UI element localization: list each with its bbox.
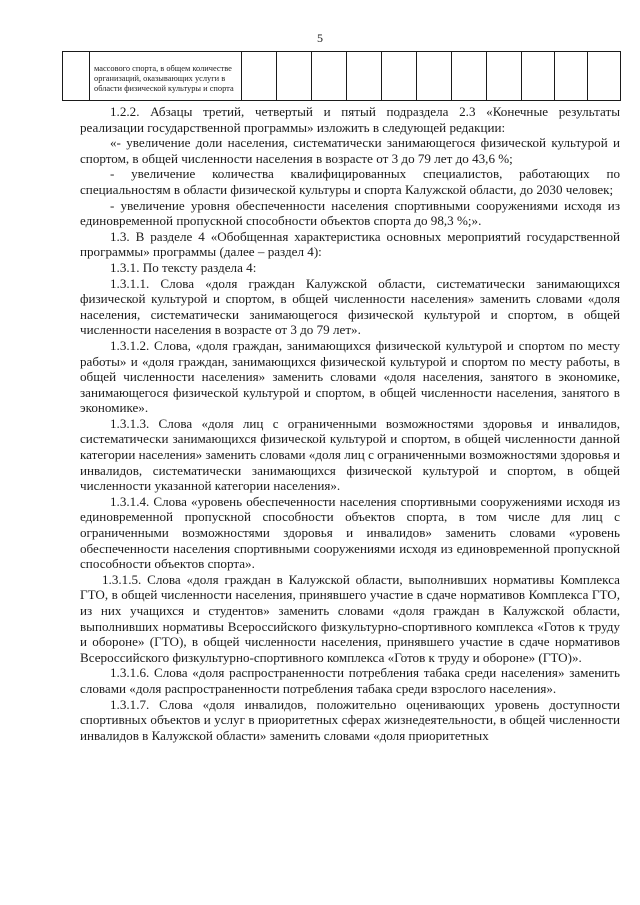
indicator-name-line: массового спорта, в общем количестве — [94, 64, 232, 73]
paragraph: - увеличение уровня обеспеченности населения спортивными сооружениями исходя из единовременной пропускной способности объектов спорта до 98,3 %;». — [80, 197, 620, 229]
table-cell-value — [382, 52, 417, 101]
paragraph: 1.3.1.5. Слова «доля граждан в Калужской области, выполнивших нормативы Комплекса ГТО, в общей численности населения, принявшего участие в сдаче нормативов Комплекса ГТО, из них учащихся и студентов» заменить словами «доля граждан в Калужской области, выполнивших нормативы Всероссийского физкультурно-спортивного комплекса «Готов к труду и обороне» (ГТО), в общей численности населения, принявшего участие в сдаче нормативов Всероссийского физкультурно-спортивного комплекса «Готов к труду и обороне» (ГТО)». — [80, 571, 620, 665]
paragraph: 1.3.1.1. Слова «доля граждан Калужской области, систематически занимающихся физической культурой и спортом, в общей численности населения» заменить словами «доля населения, систематически занимающегося физической культурой и спортом, в общей численности населения в возрасте от 3 до 79 лет». — [80, 275, 620, 338]
table-cell-value — [588, 52, 621, 101]
table-cell-value — [277, 52, 312, 101]
indicator-name-line: области физической культуры и спорта — [94, 84, 234, 93]
table-cell-value — [417, 52, 452, 101]
table-cell-value — [522, 52, 555, 101]
paragraph: 1.3.1.6. Слова «доля распространенности потребления табака среди населения» заменить словами «доля распространенности потребления табака среди взрослого населения». — [80, 665, 620, 696]
paragraph: «- увеличение доли населения, систематически занимающегося физической культурой и спортом, в общей численности населения в возрасте от 3 до 79 лет до 43,6 %; — [80, 135, 620, 166]
paragraph: 1.3.1.3. Слова «доля лиц с ограниченными возможностями здоровья и инвалидов, систематически занимающихся физической культурой и спортом, в общей численности данной категории населения» заменить словами «доля лиц с ограниченными возможностями здоровья и инвалидов, систематически занимающихся физической культурой и спортом, в общей численности указанной категории населения». — [80, 415, 620, 494]
paragraph: 1.3. В разделе 4 «Обобщенная характеристика основных мероприятий государственной программы» программы (далее – раздел 4): — [80, 228, 620, 260]
table-cell-value — [487, 52, 522, 101]
table-cell-indicator-name — [90, 52, 242, 101]
table-cell-value — [347, 52, 382, 101]
document-body — [80, 104, 620, 743]
table-cell-number — [63, 52, 90, 101]
continuation-table — [62, 51, 621, 101]
paragraph: 1.3.1.7. Слова «доля инвалидов, положительно оценивающих уровень доступности спортивных объектов и услуг в приоритетных сферах жизнедеятельности, в общей численности инвалидов в Калужской области» заменить словами «доля приоритетных — [80, 696, 620, 743]
paragraph: 1.3.1.2. Слова, «доля граждан, занимающихся физической культурой и спортом по месту работы» и «доля граждан, занимающихся физической культурой и спортом по месту работы, в общей численности населения» заменить словами «доля населения, занятого в экономике, занимающегося физической культурой и спортом, в общей численности населения, занятого в экономике». — [80, 337, 620, 416]
paragraph: 1.3.1. По тексту раздела 4: — [110, 259, 257, 275]
paragraph: 1.3.1.4. Слова «уровень обеспеченности населения спортивными сооружениями исходя из единовременной пропускной способности объектов спорта, в том числе для лиц с ограниченными возможностями здоровья и инвалидов» заменить словами «уровень обеспеченности населения спортивными сооружениями исходя из единовременной пропускной способности объектов спорта». — [80, 493, 620, 572]
table-cell-value — [312, 52, 347, 101]
indicator-name-line: организаций, оказывающих услуги в — [94, 74, 226, 83]
table-cell-value — [242, 52, 277, 101]
page-number: 5 — [317, 31, 323, 45]
table-cell-value — [452, 52, 487, 101]
table-row — [63, 52, 621, 101]
paragraph: 1.2.2. Абзацы третий, четвертый и пятый подраздела 2.3 «Конечные результаты реализации государственной программы» изложить в следующей редакции: — [80, 104, 620, 135]
table-cell-value — [555, 52, 588, 101]
paragraph: - увеличение количества квалифицированных специалистов, работающих по специальностям в области физической культуры и спорта Калужской области, до 2030 человек; — [80, 166, 620, 197]
